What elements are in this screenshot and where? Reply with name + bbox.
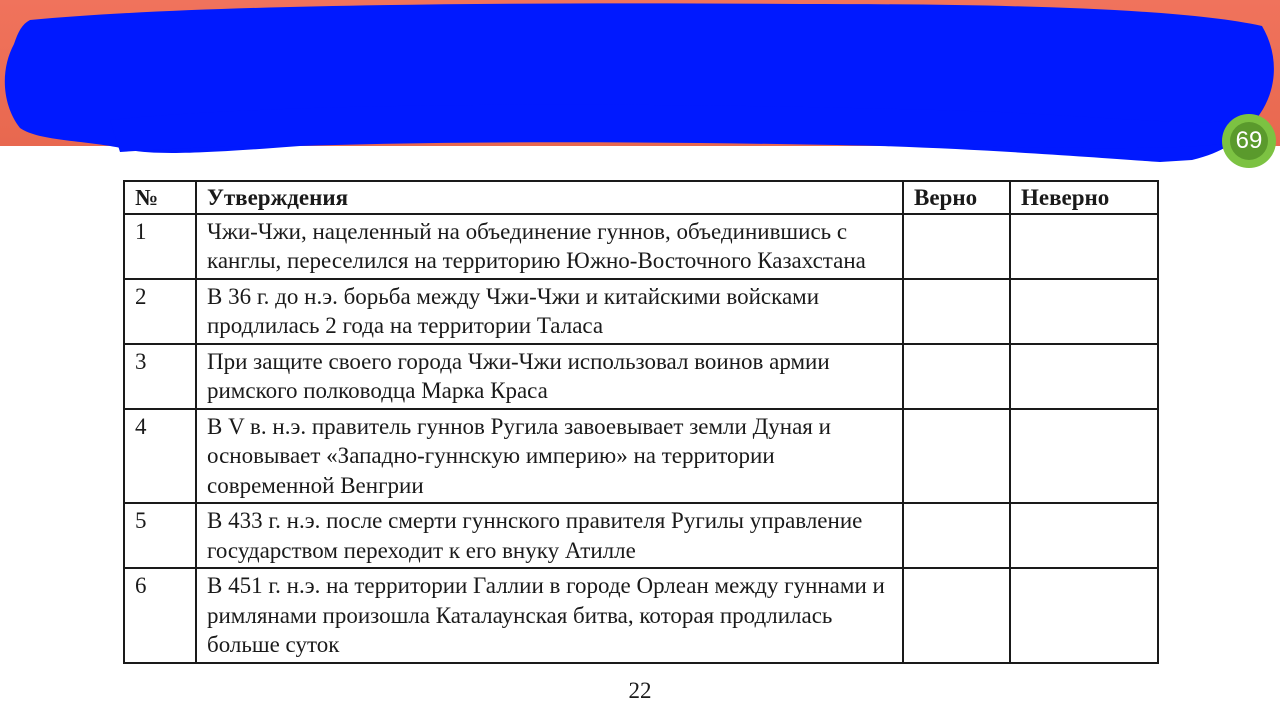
false-cell[interactable]: [1010, 409, 1158, 504]
true-cell[interactable]: [903, 503, 1010, 568]
score-value: 69: [1230, 122, 1268, 160]
statements-table: [123, 180, 1159, 664]
table-row: [124, 503, 1158, 568]
true-cell[interactable]: [903, 568, 1010, 663]
table-row: [124, 344, 1158, 409]
row-statement: Чжи-Чжи, нацеленный на объединение гуннов, объединившись с канглы, переселился на территорию Южно-Восточного Казахстана: [196, 214, 903, 279]
true-cell[interactable]: [903, 214, 1010, 279]
row-number: 2: [124, 279, 196, 344]
header-statement: Утверждения: [196, 181, 903, 214]
header-number: №: [124, 181, 196, 214]
row-number: 1: [124, 214, 196, 279]
row-statement: В 433 г. н.э. после смерти гуннского правителя Ругилы управление государством переходит к его внуку Атилле: [196, 503, 903, 568]
false-cell[interactable]: [1010, 344, 1158, 409]
table-row: [124, 568, 1158, 663]
true-cell[interactable]: [903, 344, 1010, 409]
row-number: 3: [124, 344, 196, 409]
false-cell[interactable]: [1010, 568, 1158, 663]
header-true: Верно: [903, 181, 1010, 214]
false-cell[interactable]: [1010, 279, 1158, 344]
table-row: [124, 214, 1158, 279]
row-number: 6: [124, 568, 196, 663]
redaction-scribble: [0, 0, 1280, 170]
row-statement: В 451 г. н.э. на территории Галлии в городе Орлеан между гуннами и римлянами произошла Каталаунская битва, которая продлилась больше суток: [196, 568, 903, 663]
false-cell[interactable]: [1010, 214, 1158, 279]
row-number: 4: [124, 409, 196, 504]
score-badge[interactable]: [1222, 114, 1276, 168]
row-statement: В V в. н.э. правитель гуннов Ругила завоевывает земли Дуная и основывает «Западно-гуннскую империю» на территории современной Венгрии: [196, 409, 903, 504]
row-statement: В 36 г. до н.э. борьба между Чжи-Чжи и китайскими войсками продлилась 2 года на территории Таласа: [196, 279, 903, 344]
row-number: 5: [124, 503, 196, 568]
true-cell[interactable]: [903, 409, 1010, 504]
true-cell[interactable]: [903, 279, 1010, 344]
false-cell[interactable]: [1010, 503, 1158, 568]
row-statement: При защите своего города Чжи-Чжи использовал воинов армии римского полководца Марка Краса: [196, 344, 903, 409]
page-number: 22: [628, 678, 652, 703]
table-row: [124, 409, 1158, 504]
table-header-row: [124, 181, 1158, 214]
header-false: Неверно: [1010, 181, 1158, 214]
table-row: [124, 279, 1158, 344]
